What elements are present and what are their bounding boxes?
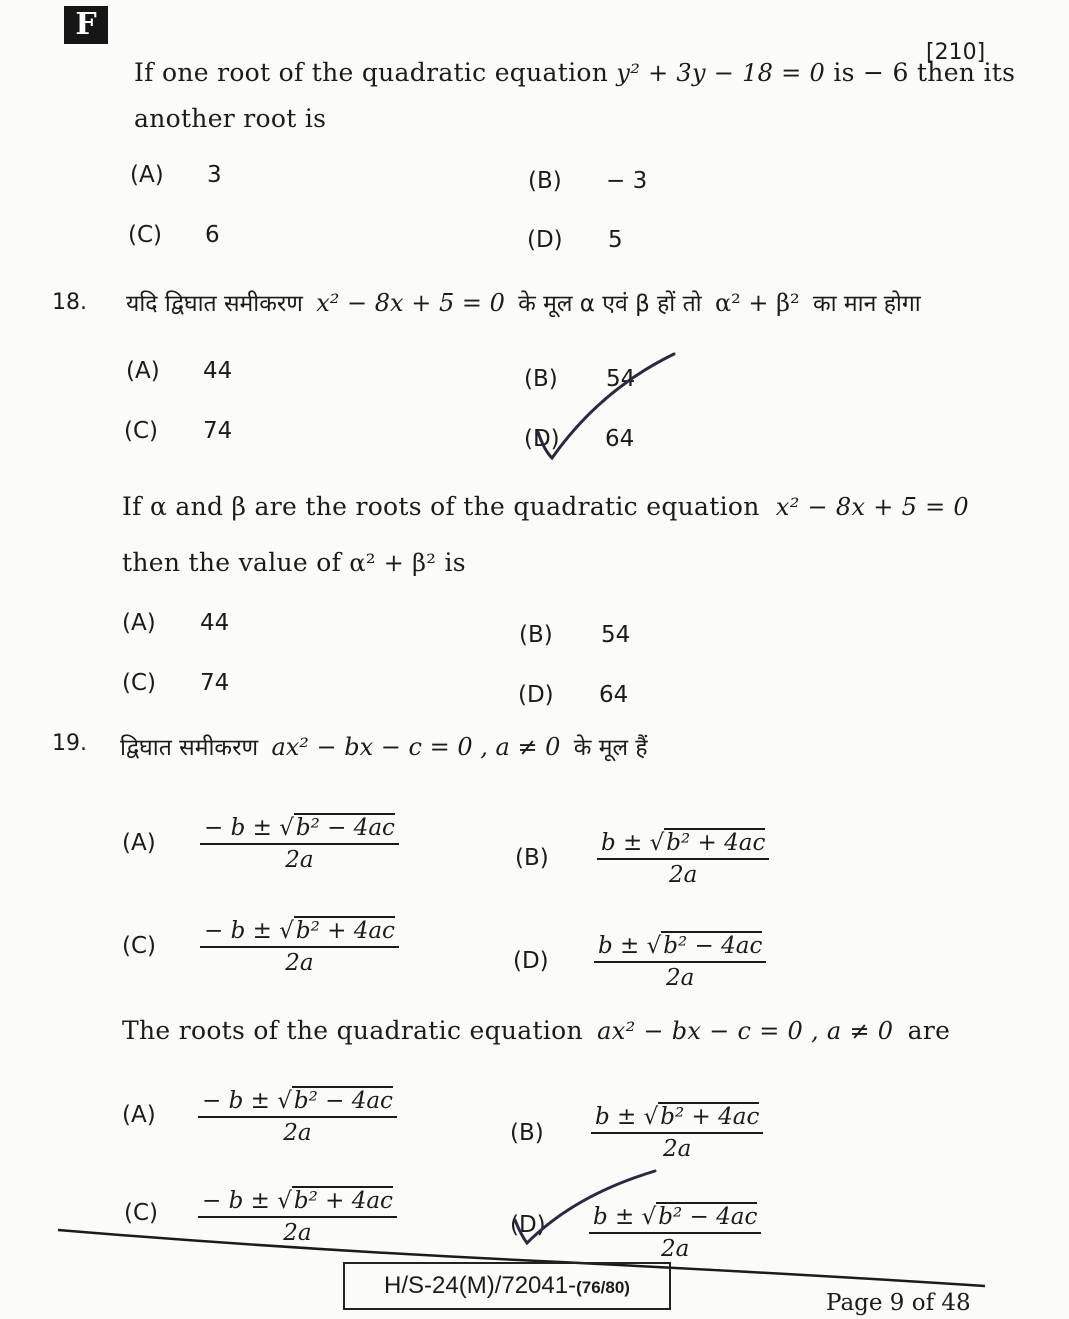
q19-english-option-d-label: (D) (510, 1212, 546, 1238)
q17-text-line1: If one root of the quadratic equation y² + 3y − 18 = 0 is − 6 then its (134, 58, 1016, 87)
q18-hindi-option-d-value: 64 (605, 426, 635, 452)
q19-hindi-option-c-label: (C) (122, 933, 157, 959)
q19-hindi-option-a-formula: $\frac{\text{− b ± √b² − 4ac}}{2a}$ (200, 815, 399, 873)
q18-english-option-b-label: (B) (519, 622, 553, 648)
q19-english-option-c-label: (C) (124, 1200, 159, 1226)
q17-option-b-value: − 3 (606, 168, 648, 194)
q17-option-a-value: 3 (207, 162, 222, 188)
q19-english-option-a-formula: $\frac{\text{− b ± √b² − 4ac}}{2a}$ (198, 1088, 397, 1146)
q17-option-c-label: (C) (128, 222, 163, 248)
q18-hindi-option-a-value: 44 (203, 358, 233, 384)
q18-hindi-option-b-label: (B) (524, 366, 558, 392)
q19-hindi-option-a-label: (A) (122, 830, 156, 856)
marks-label: [210] (926, 40, 986, 65)
q18-hindi-option-c-value: 74 (203, 418, 233, 444)
paper-code: H/S-24(M)/72041-(76/80) (343, 1262, 671, 1310)
q18-english-option-a-label: (A) (122, 610, 156, 636)
q18-number: 18. (52, 290, 87, 315)
q17-option-d-label: (D) (527, 227, 563, 253)
q18-english-option-c-label: (C) (122, 670, 157, 696)
q18-english-option-d-value: 64 (599, 682, 629, 708)
paper-set-logo: F (64, 6, 108, 44)
pen-tick-mark (520, 350, 680, 465)
q18-english-line1: If α and β are the roots of the quadratic equation x² − 8x + 5 = 0 (122, 492, 969, 521)
q19-hindi-option-d-formula: $\frac{\text{b ± √b² − 4ac}}{2a}$ (594, 933, 766, 991)
q19-english-text: The roots of the quadratic equation ax² − bx − c = 0 , a ≠ 0 are (122, 1016, 951, 1045)
q19-number: 19. (52, 731, 87, 756)
q19-hindi-text: द्विघात समीकरण ax² − bx − c = 0 , a ≠ 0 के मूल हैं (120, 733, 648, 761)
q18-hindi-text: यदि द्विघात समीकरण x² − 8x + 5 = 0 के मूल α एवं β हों तो α² + β² का मान होगा (126, 289, 921, 317)
q18-english-option-b-value: 54 (601, 622, 631, 648)
q19-english-option-d-formula: $\frac{\text{b ± √b² − 4ac}}{2a}$ (589, 1204, 761, 1262)
q18-hindi-option-d-label: (D) (524, 426, 560, 452)
q18-english-option-d-label: (D) (518, 682, 554, 708)
q19-english-option-b-label: (B) (510, 1120, 544, 1146)
q19-english-option-c-formula: $\frac{\text{− b ± √b² + 4ac}}{2a}$ (198, 1188, 397, 1246)
q17-option-a-label: (A) (130, 162, 164, 188)
q19-hindi-option-d-label: (D) (513, 948, 549, 974)
q17-option-b-label: (B) (528, 168, 562, 194)
q18-english-line2: then the value of α² + β² is (122, 548, 466, 577)
q18-english-option-c-value: 74 (200, 670, 230, 696)
q19-hindi-option-b-label: (B) (515, 845, 549, 871)
q18-english-option-a-value: 44 (200, 610, 230, 636)
q19-hindi-option-c-formula: $\frac{\text{− b ± √b² + 4ac}}{2a}$ (200, 918, 399, 976)
q18-hindi-option-a-label: (A) (126, 358, 160, 384)
q17-option-d-value: 5 (608, 227, 623, 253)
q19-hindi-option-b-formula: $\frac{\text{b ± √b² + 4ac}}{2a}$ (597, 830, 769, 888)
q17-option-c-value: 6 (205, 222, 220, 248)
q18-hindi-option-b-value: 54 (606, 366, 636, 392)
q18-hindi-option-c-label: (C) (124, 418, 159, 444)
q17-text-line2: another root is (134, 104, 327, 133)
q19-english-option-b-formula: $\frac{\text{b ± √b² + 4ac}}{2a}$ (591, 1104, 763, 1162)
page-number: Page 9 of 48 (826, 1290, 971, 1316)
q19-english-option-a-label: (A) (122, 1102, 156, 1128)
